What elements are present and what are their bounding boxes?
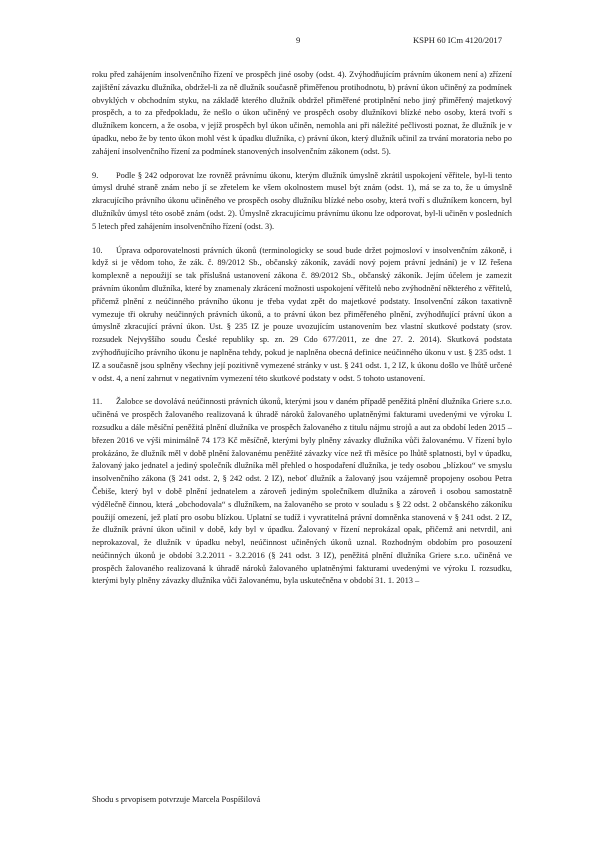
paragraph-number: 9. [92, 170, 99, 180]
paragraph-10 [92, 245, 512, 386]
paragraph-text: roku před zahájením insolvenčního řízení ve prospěch jiné osoby (odst. 4). Zvýhodňujícím právním úkonem není a) zřízení zajištění závazku dlužníka, obdržel-li za ně dlužník současně přiměřenou protihodnotu, b) právní úkon učiněný za podmínek obvyklých v obchodním styku, na základě kterého dlužník obdržel přiměřené protiplnění nebo jiný přiměřený majetkový prospěch, a to za předpokladu, že nešlo o úkon učiněný ve prospěch osoby dlužníkovi blízké nebo osoby, která tvoří s dlužníkem koncern, a že osoba, v jejíž prospěch byl úkon učiněn, nemohla ani při náležité pečlivosti poznat, že dlužník je v úpadku, nebo že by tento úkon mohl vést k úpadku dlužníka, c) právní úkon, který dlužník učinil za trvání moratoria nebo po zahájení insolvenčního řízení za podmínek stanovených insolvenčním zákonem (odst. 5). [92, 70, 512, 156]
paragraph-text: Žalobce se dovolává neúčinnosti právních úkonů, kterými jsou v daném případě peněžitá plnění dlužníka Griere s.r.o. učiněná ve prospěch žalovaného realizovaná k úhradě nároků žalovaného uplatněnými fakturami uvedenými ve výroku I. rozsudku a dále měsíční peněžitá plnění dlužníka ve prospěch žalovaného z titulu nájmu strojů a aut za období leden 2015 – březen 2016 ve výši minimálně 74 173 Kč měsíčně, kterými byly plněny závazky dlužníka vůči žalovanému. V řízení bylo prokázáno, že dlužník měl v době plnění žalovanému peněžité závazky více než tři měsíce po lhůtě splatnosti, byl v úpadku, žalovaný jako jednatel a jediný společník dlužníka měl přehled o hospodaření dlužníka, je tedy osobou „blízkou“ ve smyslu insolvenčního zákona (§ 241 odst. 2, § 242 odst. 2 IZ), neboť dlužník a žalovaný jsou vzájemně propojeny osobou Petra Čebiše, který byl v době plnění jednatelem a zároveň jediným společníkem dlužníka a zároveň i osobou samostatně výdělečně činnou, která „obchodovala“ s dlužníkem, na žalovaného se proto v souladu s § 22 odst. 2 občanského zákoníku použijí omezení, jež platí pro osobu blízkou. Uplatní se tudíž i vyvratitelná právní domněnka stanovená v § 241 odst. 2 IZ, že dlužník právní úkon učinil v době, kdy byl v úpadku. Žalovaný v řízení neprokázal opak, přičemž ani netvrdil, ani neprokazoval, že dlužník v úpadku nebyl, neúčinnost učiněných úkonů uznal. Rozhodným obdobím pro posouzení neúčinných úkonů je období 3.2.2011 - 3.2.2016 (§ 241 odst. 3 IZ), peněžitá plnění dlužníka Griere s.r.o. učiněná ve prospěch žalovaného realizovaná k úhradě nároků žalovaného uplatněnými fakturami uvedenými ve výroku I. rozsudku, kterými byly plněny závazky dlužníka vůči žalovanému, byla uskutečněna v období 31. 1. 2013 – [92, 397, 512, 586]
paragraph-11 [92, 396, 512, 588]
paragraph-9 [92, 170, 512, 234]
paragraph-continuation [92, 69, 512, 159]
paragraph-number: 11. [92, 397, 103, 407]
document-body [92, 69, 512, 599]
paragraph-number: 10. [92, 245, 103, 255]
page-header [0, 35, 600, 49]
certification-footer: Shodu s prvopisem potvrzuje Marcela Pospíšilová [92, 795, 261, 804]
paragraph-text: Podle § 242 odporovat lze rovněž právnímu úkonu, kterým dlužník úmyslně zkrátil uspokojení věřitele, byl-li tento úmysl druhé straně znám nebo jí se zřetelem ke všem okolnostem musel být znám (odst. 1), má se za to, že u úmyslně zkracujícího právního úkonu učiněného ve prospěch osoby dlužníku blízké nebo osoby, která tvoří s dlužníkem koncern, byl dlužníkův úmysl této osobě znám (odst. 2). Úmyslně zkracujícímu právnímu úkonu lze odporovat, byl-li učiněn v posledních 5 letech před zahájením insolvenčního řízení (odst. 3). [92, 170, 512, 231]
case-reference: KSPH 60 ICm 4120/2017 [412, 35, 502, 45]
page-number: 9 [296, 35, 301, 45]
paragraph-text: Úprava odporovatelnosti právních úkonů (terminologicky se soud bude držet pojmosloví v insolvenčním zákoně, i když si je vědom toho, že zák. č. 89/2012 Sb., občanský zákoník, zavádí nový pojem právní jednání) je v IZ řešena komplexně a nepoužijí se tak příslušná ustanovení zákona č. 89/2012 Sb., občanský zákoník. Jejím účelem je zamezit právním úkonům dlužníka, které by znamenaly zkrácení možnosti uspokojení věřitelů nebo zvýhodnění některého z věřitelů, přičemž plnění z neúčinného právního úkonu je třeba vydat zpět do majetkové podstaty. Insolvenční zákon taxativně vymezuje tři okruhy neúčinných právních úkonů, a to právní úkon bez přiměřeného plnění, zvýhodňující právní úkon a úmyslně zkracující právní úkon. Ust. § 235 IZ je pouze uvozujícím ustanovením bez vlastní skutkové podstaty (srov. rozsudek Nejvyššího soudu České republiky sp. zn. 29 Cdo 677/2011, ze dne 27. 2. 2014). Skutková podstata zvýhodňujícího právního úkonu je naplněna tehdy, pokud je naplněna obecná definice neúčinného úkonu v ust. § 235 odst. 1 IZ a současně jsou splněny všechny její pozitivně vymezené stránky v ust. § 241 odst. 1, 2 IZ, k úkonu došlo ve lhůtě určené v odst. 4, a není zahrnut v negativním vymezení této skutkové podstaty v odst. 5 tohoto ustanovení. [92, 245, 512, 383]
